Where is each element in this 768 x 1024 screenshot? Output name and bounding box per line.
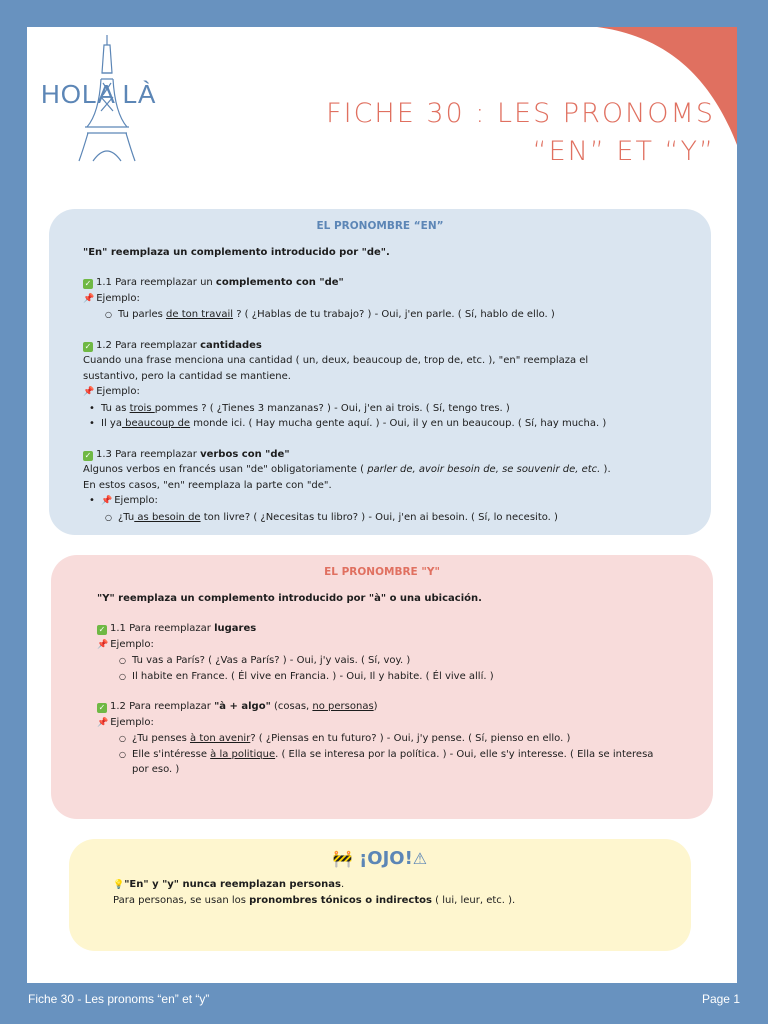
page-footer xyxy=(28,992,740,1006)
y-rule-2-examples xyxy=(97,731,667,778)
title-line-1: FICHE 30 : LES PRONOMS xyxy=(326,98,715,129)
construction-icon: 🚧 xyxy=(332,849,353,868)
en-rule-1-examples xyxy=(83,307,677,323)
page-number: Page 1 xyxy=(701,992,740,1006)
warning-card xyxy=(69,839,691,951)
en-intro: "En" reemplaza un complemento introducido por "de". xyxy=(83,246,390,258)
pushpin-icon: 📌 xyxy=(101,496,113,506)
list-item: ○ Tu parles de ton travail ? ( ¿Hablas de tu trabajo? ) - Oui, j'en parle. ( Sí, hablo de ello. ) xyxy=(83,307,677,323)
en-rule-3-examples xyxy=(83,493,677,525)
list-item: ○ Il habite en France. ( Él vive en Francia. ) - Oui, Il y habite. ( Él vive allí. ) xyxy=(97,669,667,685)
y-rule-2: ✓ 1.2 Para reemplazar "à + algo" (cosas, no personas) xyxy=(98,701,378,712)
warning-line-2: Para personas, se usan los pronombres tónicos o indirectos ( lui, leur, etc. ). xyxy=(113,895,516,906)
y-heading: EL PRONOMBRE "Y" xyxy=(324,566,440,578)
en-rule-2-desc-2: sustantivo, pero la cantidad se mantiene. xyxy=(83,370,291,382)
checkmark-icon: ✓ xyxy=(84,341,92,351)
pushpin-icon: 📌 xyxy=(83,293,95,304)
y-rule-1: ✓ 1.1 Para reemplazar lugares xyxy=(98,623,257,634)
checkmark-icon: ✓ xyxy=(98,625,106,634)
list-item: • Tu as trois pommes ? ( ¿Tienes 3 manzanas? ) - Oui, j'en ai trois. ( Sí, tengo tres. ) xyxy=(83,401,677,417)
list-item: • Il ya beaucoup de monde ici. ( Hay mucha gente aquí. ) - Oui, il y en un beaucoup. ( Sí, hay mucha. ) xyxy=(83,416,677,432)
list-item: ○ ¿Tu penses à ton avenir? ( ¿Piensas en tu futuro? ) - Oui, j'y pense. ( Sí, pienso en ello. ) xyxy=(97,731,667,747)
en-example-label: 📌 Ejemplo: xyxy=(83,386,140,397)
list-item: • 📌 Ejemplo: ○ ¿Tu as besoin de ton livre? ( ¿Necesitas tu libro? ) - Oui, j'en ai besoin. ( Sí, lo necesito. ) xyxy=(83,493,677,525)
list-item: ○ ¿Tu as besoin de ton livre? ( ¿Necesitas tu libro? ) - Oui, j'en ai besoin. ( Sí, lo necesito. ) xyxy=(83,510,677,526)
en-rule-2-desc: Cuando una frase menciona una cantidad ( un, deux, beaucoup de, trop de, etc. ), "en" reemplaza el xyxy=(83,355,589,366)
page-title xyxy=(326,95,715,171)
pushpin-icon: 📌 xyxy=(83,387,95,397)
en-example-label: 📌 Ejemplo: xyxy=(83,292,140,304)
en-rule-3: ✓ 1.3 Para reemplazar verbos con "de" xyxy=(84,448,290,460)
warning-icon: ⚠ xyxy=(412,849,428,868)
warning-heading: 🚧 ¡OJO!⚠ xyxy=(332,848,428,869)
worksheet-page xyxy=(27,27,737,983)
en-heading: EL PRONOMBRE “EN” xyxy=(316,220,444,232)
y-example-label: 📌 Ejemplo: xyxy=(97,638,154,650)
logo-text: HOLA LÀ xyxy=(41,79,157,109)
list-item: ○ Tu vas a París? ( ¿Vas a París? ) - Oui, j'y vais. ( Sí, voy. ) xyxy=(97,653,667,669)
en-rule-1: ✓ 1.1 Para reemplazar un complemento con "de" xyxy=(84,277,344,288)
checkmark-icon: ✓ xyxy=(98,703,106,712)
pushpin-icon: 📌 xyxy=(97,717,109,728)
en-rule-3-desc-2: En estos casos, "en" reemplaza la parte con "de". xyxy=(83,479,332,491)
title-line-2: “EN” ET “Y” xyxy=(532,136,715,167)
en-rule-2-examples xyxy=(83,401,677,432)
y-example-label: 📌 Ejemplo: xyxy=(97,716,154,728)
en-rule-2: ✓ 1.2 Para reemplazar cantidades xyxy=(84,339,262,351)
checkmark-icon: ✓ xyxy=(84,279,92,288)
en-rule-3-desc: Algunos verbos en francés usan "de" obligatoriamente ( parler de, avoir besoin de, se souvenir de, etc. ). xyxy=(83,464,611,475)
en-pronoun-card xyxy=(49,209,711,535)
y-intro: "Y" reemplaza un complemento introducido por "à" o una ubicación. xyxy=(97,592,482,604)
y-pronoun-card xyxy=(51,555,713,819)
list-item: ○ Elle s'intéresse à la politique. ( Ella se interesa por la política. ) - Oui, elle s'y interesse. ( Ella se interesa por eso. ) xyxy=(97,747,667,778)
footer-title: Fiche 30 - Les pronoms “en” et “y” xyxy=(28,992,210,1006)
lightbulb-icon: 💡 xyxy=(113,879,125,890)
checkmark-icon: ✓ xyxy=(84,450,92,460)
pushpin-icon: 📌 xyxy=(97,639,109,650)
warning-line-1: 💡"En" y "y" nunca reemplazan personas. xyxy=(113,878,345,890)
y-rule-1-examples xyxy=(97,653,667,684)
